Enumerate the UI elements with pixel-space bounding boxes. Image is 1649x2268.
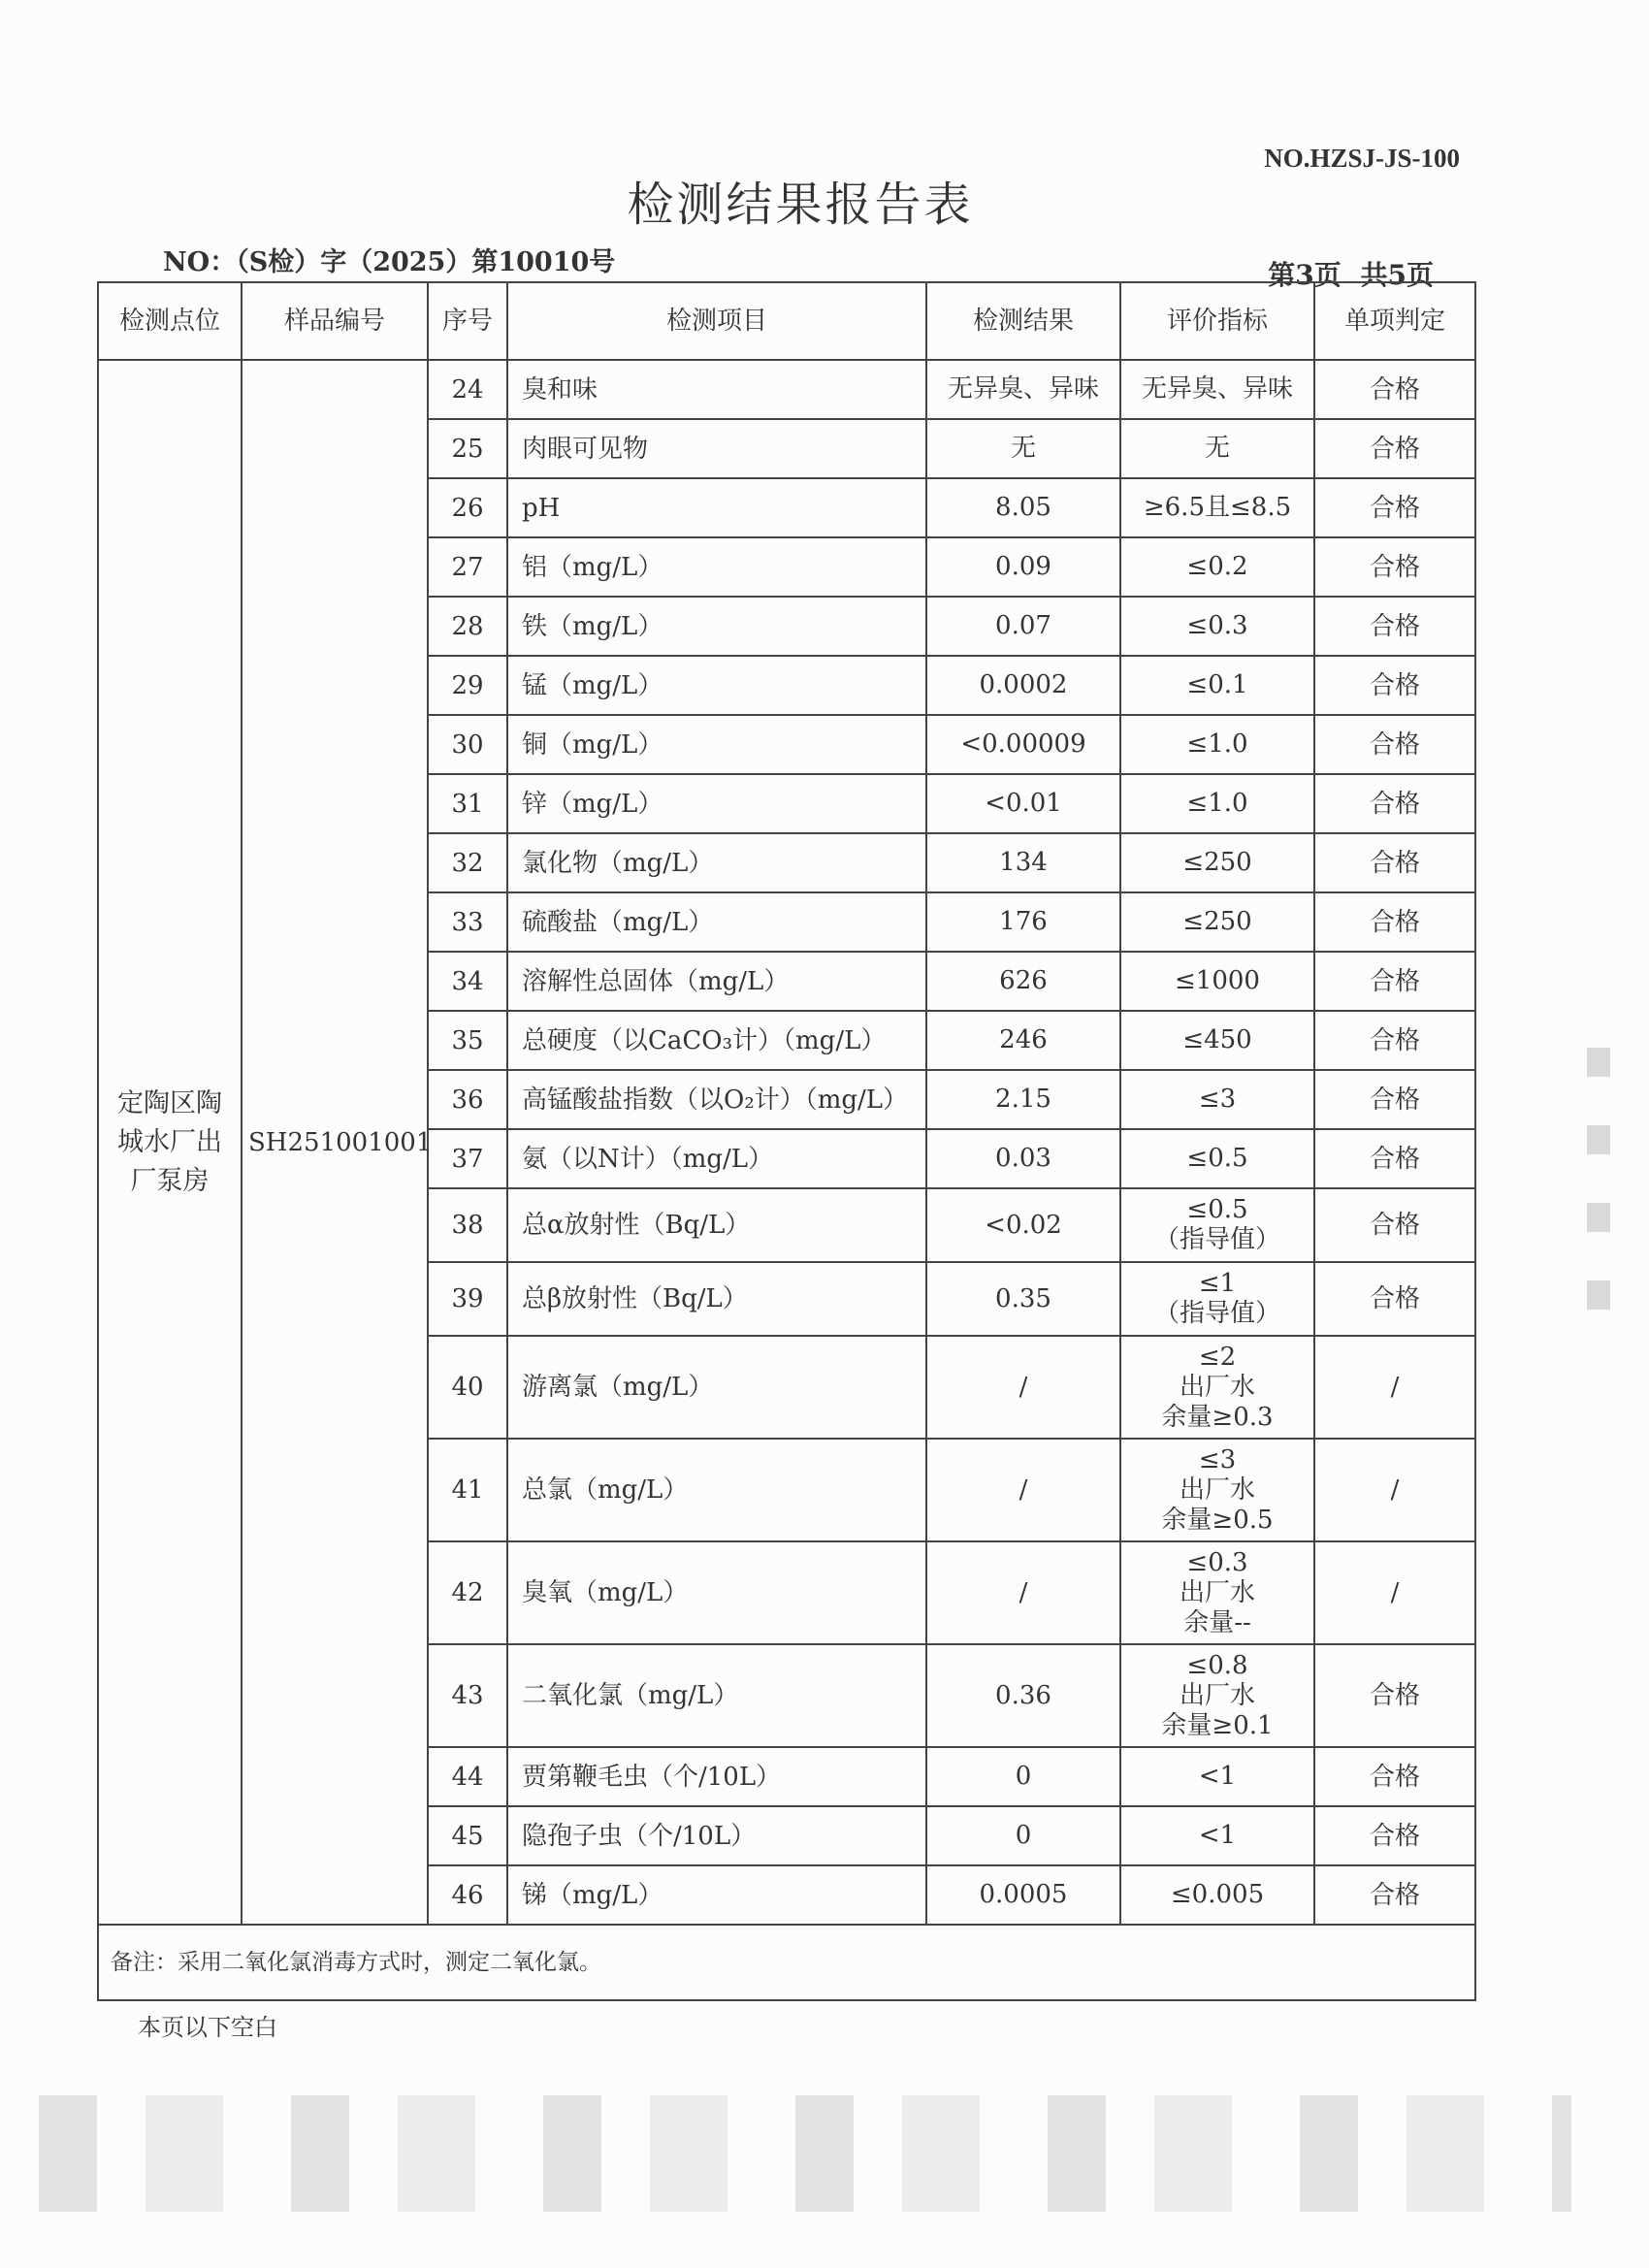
scan-edge-mark (1587, 1048, 1610, 1339)
row-number-cell: 29 (428, 656, 507, 715)
judgment-cell: 合格 (1314, 715, 1475, 774)
criterion-cell: ≤0.3 出厂水 余量-- (1120, 1541, 1314, 1644)
result-cell: 无异臭、异味 (926, 360, 1120, 419)
judgment-cell: 合格 (1314, 1070, 1475, 1129)
judgment-cell: 合格 (1314, 1806, 1475, 1865)
judgment-cell: 合格 (1314, 419, 1475, 478)
location-cell: 定陶区陶城水厂出厂泵房 (98, 360, 242, 1925)
column-header: 样品编号 (242, 282, 428, 360)
criterion-cell: ≤0.5 （指导值） (1120, 1188, 1314, 1262)
item-cell: 游离氯（mg/L） (507, 1336, 926, 1439)
table-header-row (98, 282, 1475, 360)
result-cell: 626 (926, 952, 1120, 1011)
item-cell: 锑（mg/L） (507, 1865, 926, 1925)
row-number-cell: 28 (428, 597, 507, 656)
item-cell: 总α放射性（Bq/L） (507, 1188, 926, 1262)
item-cell: 二氧化氯（mg/L） (507, 1644, 926, 1747)
criterion-cell: <1 (1120, 1747, 1314, 1806)
table-row (98, 360, 1475, 419)
judgment-cell: 合格 (1314, 1747, 1475, 1806)
result-cell: 0.03 (926, 1129, 1120, 1188)
scan-smudge (39, 2095, 1571, 2212)
blank-note: 本页以下空白 (138, 2014, 277, 2041)
result-cell: <0.01 (926, 774, 1120, 833)
criterion-cell: ≤1 （指导值） (1120, 1262, 1314, 1336)
row-number-cell: 33 (428, 892, 507, 952)
criterion-cell: 无 (1120, 419, 1314, 478)
judgment-cell: 合格 (1314, 1188, 1475, 1262)
form-code: NO.HZSJ-JS-100 (1264, 144, 1460, 173)
item-cell: 氨（以N计）（mg/L） (507, 1129, 926, 1188)
result-cell: 0.0005 (926, 1865, 1120, 1925)
judgment-cell: 合格 (1314, 774, 1475, 833)
criterion-cell: ≤3 出厂水 余量≥0.5 (1120, 1439, 1314, 1541)
row-number-cell: 44 (428, 1747, 507, 1806)
item-cell: 铜（mg/L） (507, 715, 926, 774)
criterion-cell: ≤2 出厂水 余量≥0.3 (1120, 1336, 1314, 1439)
page-total: 共5页 (1360, 259, 1434, 291)
row-number-cell: 34 (428, 952, 507, 1011)
row-number-cell: 27 (428, 537, 507, 597)
row-number-cell: 32 (428, 833, 507, 892)
item-cell: 肉眼可见物 (507, 419, 926, 478)
row-number-cell: 25 (428, 419, 507, 478)
row-number-cell: 39 (428, 1262, 507, 1336)
row-number-cell: 43 (428, 1644, 507, 1747)
row-number-cell: 36 (428, 1070, 507, 1129)
criterion-cell: <1 (1120, 1806, 1314, 1865)
column-header: 检测结果 (926, 282, 1120, 360)
criterion-cell: ≤0.8 出厂水 余量≥0.1 (1120, 1644, 1314, 1747)
row-number-cell: 24 (428, 360, 507, 419)
result-cell: 0 (926, 1747, 1120, 1806)
judgment-cell: 合格 (1314, 478, 1475, 537)
row-number-cell: 35 (428, 1011, 507, 1070)
column-header: 评价指标 (1120, 282, 1314, 360)
row-number-cell: 40 (428, 1336, 507, 1439)
criterion-cell: ≤0.2 (1120, 537, 1314, 597)
item-cell: 总氯（mg/L） (507, 1439, 926, 1541)
result-cell: <0.02 (926, 1188, 1120, 1262)
result-cell: / (926, 1336, 1120, 1439)
column-header: 单项判定 (1314, 282, 1475, 360)
criterion-cell: ≤0.1 (1120, 656, 1314, 715)
criterion-cell: ≤1.0 (1120, 715, 1314, 774)
result-cell: 0.0002 (926, 656, 1120, 715)
judgment-cell: 合格 (1314, 597, 1475, 656)
result-cell: 0.09 (926, 537, 1120, 597)
result-cell: / (926, 1439, 1120, 1541)
judgment-cell: 合格 (1314, 1865, 1475, 1925)
item-cell: 锰（mg/L） (507, 656, 926, 715)
result-cell: 246 (926, 1011, 1120, 1070)
judgment-cell: 合格 (1314, 892, 1475, 952)
result-cell: 2.15 (926, 1070, 1120, 1129)
judgment-cell: 合格 (1314, 1644, 1475, 1747)
judgment-cell: 合格 (1314, 1129, 1475, 1188)
result-cell: 0.07 (926, 597, 1120, 656)
row-number-cell: 41 (428, 1439, 507, 1541)
criterion-cell: ≤0.005 (1120, 1865, 1314, 1925)
item-cell: 氯化物（mg/L） (507, 833, 926, 892)
item-cell: 臭和味 (507, 360, 926, 419)
criterion-cell: ≤0.5 (1120, 1129, 1314, 1188)
judgment-cell: / (1314, 1336, 1475, 1439)
criterion-cell: ≤450 (1120, 1011, 1314, 1070)
item-cell: 铝（mg/L） (507, 537, 926, 597)
report-title: 检测结果报告表 (627, 178, 974, 232)
criterion-cell: ≤3 (1120, 1070, 1314, 1129)
criterion-cell: ≤1000 (1120, 952, 1314, 1011)
judgment-cell: 合格 (1314, 952, 1475, 1011)
results-body (98, 360, 1475, 2000)
row-number-cell: 42 (428, 1541, 507, 1644)
report-number: NO：（S检）字（2025）第10010号 (163, 247, 616, 277)
judgment-cell: / (1314, 1439, 1475, 1541)
item-cell: 隐孢子虫（个/10L） (507, 1806, 926, 1865)
criterion-cell: ≤250 (1120, 892, 1314, 952)
row-number-cell: 37 (428, 1129, 507, 1188)
item-cell: 总β放射性（Bq/L） (507, 1262, 926, 1336)
item-cell: 铁（mg/L） (507, 597, 926, 656)
judgment-cell: 合格 (1314, 833, 1475, 892)
page-current: 第3页 (1268, 259, 1342, 291)
judgment-cell: 合格 (1314, 537, 1475, 597)
results-table (97, 281, 1476, 2001)
item-cell: pH (507, 478, 926, 537)
remark-text: 备注：采用二氧化氯消毒方式时，测定二氧化氯。 (98, 1925, 1475, 2000)
criterion-cell: ≤250 (1120, 833, 1314, 892)
criterion-cell: ≤0.3 (1120, 597, 1314, 656)
row-number-cell: 31 (428, 774, 507, 833)
result-cell: 0.35 (926, 1262, 1120, 1336)
remark-row (98, 1925, 1475, 2000)
result-cell: / (926, 1541, 1120, 1644)
row-number-cell: 46 (428, 1865, 507, 1925)
item-cell: 总硬度（以CaCO₃计）（mg/L） (507, 1011, 926, 1070)
criterion-cell: ≤1.0 (1120, 774, 1314, 833)
result-cell: 0.36 (926, 1644, 1120, 1747)
result-cell: 无 (926, 419, 1120, 478)
judgment-cell: / (1314, 1541, 1475, 1644)
judgment-cell: 合格 (1314, 1011, 1475, 1070)
column-header: 检测项目 (507, 282, 926, 360)
item-cell: 锌（mg/L） (507, 774, 926, 833)
criterion-cell: 无异臭、异味 (1120, 360, 1314, 419)
column-header: 序号 (428, 282, 507, 360)
row-number-cell: 38 (428, 1188, 507, 1262)
column-header: 检测点位 (98, 282, 242, 360)
result-cell: 0 (926, 1806, 1120, 1865)
row-number-cell: 45 (428, 1806, 507, 1865)
item-cell: 溶解性总固体（mg/L） (507, 952, 926, 1011)
result-cell: 8.05 (926, 478, 1120, 537)
judgment-cell: 合格 (1314, 1262, 1475, 1336)
result-cell: 134 (926, 833, 1120, 892)
judgment-cell: 合格 (1314, 656, 1475, 715)
item-cell: 贾第鞭毛虫（个/10L） (507, 1747, 926, 1806)
results-table-wrapper (97, 281, 1474, 2001)
sample-id-cell: SH251001001 (242, 360, 428, 1925)
criterion-cell: ≥6.5且≤8.5 (1120, 478, 1314, 537)
row-number-cell: 26 (428, 478, 507, 537)
item-cell: 臭氧（mg/L） (507, 1541, 926, 1644)
result-cell: 176 (926, 892, 1120, 952)
item-cell: 硫酸盐（mg/L） (507, 892, 926, 952)
row-number-cell: 30 (428, 715, 507, 774)
judgment-cell: 合格 (1314, 360, 1475, 419)
result-cell: <0.00009 (926, 715, 1120, 774)
item-cell: 高锰酸盐指数（以O₂计）（mg/L） (507, 1070, 926, 1129)
